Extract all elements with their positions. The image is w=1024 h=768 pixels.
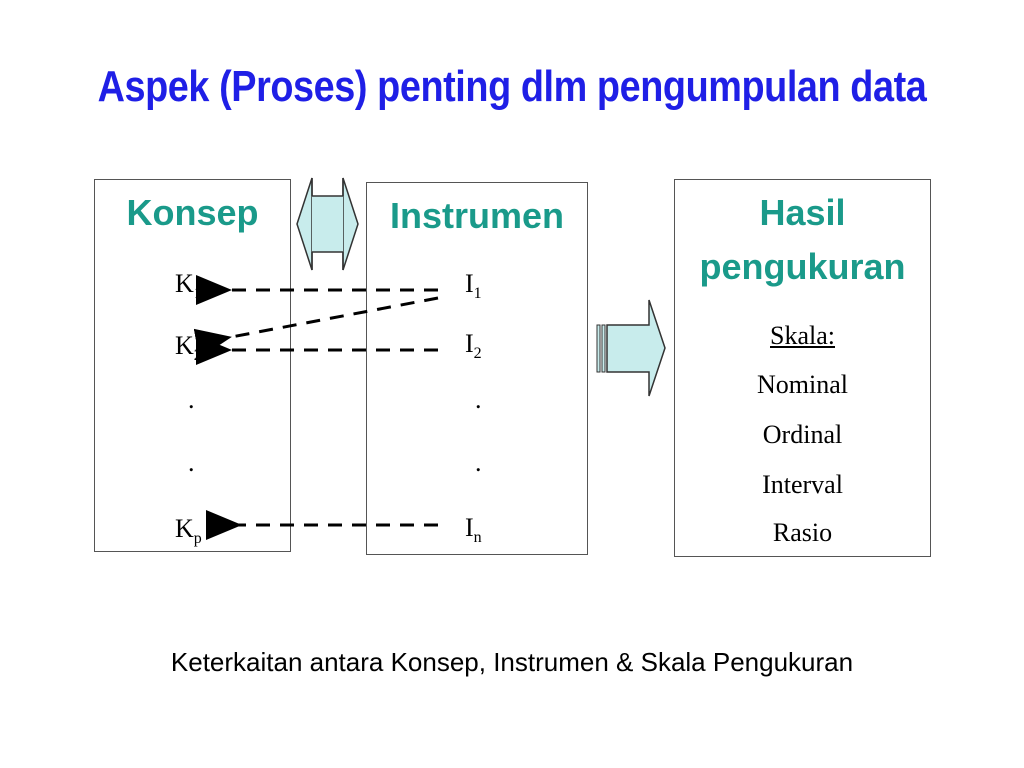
- instrumen-dot-1: .: [475, 385, 482, 414]
- konsep-dot-1: .: [188, 385, 195, 414]
- konsep-item-k1: $K_1$: [175, 269, 202, 303]
- instrumen-heading: Instrumen: [389, 195, 565, 236]
- double-arrow-icon: [297, 178, 358, 270]
- skala-label: Skala:: [770, 321, 835, 350]
- diagram-caption: Keterkaitan antara Konsep, Instrumen & Skala Pengukuran: [170, 647, 854, 677]
- konsep-item-kp: $K_p$: [175, 514, 202, 548]
- konsep-item-k2: $K_2$: [175, 331, 202, 365]
- hasil-heading-line1: Hasil: [759, 192, 846, 233]
- instrumen-dot-2: .: [475, 448, 482, 477]
- konsep-heading: Konsep: [126, 192, 259, 233]
- slide-title: Aspek (Proses) penting dlm pengumpulan data: [97, 62, 927, 111]
- link-i1-k2: [226, 298, 438, 338]
- instrumen-item-i1: $I_1$: [465, 269, 482, 303]
- hasil-heading-line2: pengukuran: [699, 246, 906, 287]
- konsep-dot-2: .: [188, 448, 195, 477]
- right-arrow-icon: [597, 300, 665, 396]
- scale-interval: Interval: [762, 470, 843, 499]
- scale-rasio: Rasio: [772, 518, 833, 547]
- scale-nominal: Nominal: [757, 370, 848, 399]
- instrumen-item-in: $I_n$: [465, 513, 482, 547]
- instrumen-item-i2: $I_2$: [465, 329, 482, 363]
- scale-ordinal: Ordinal: [762, 420, 843, 449]
